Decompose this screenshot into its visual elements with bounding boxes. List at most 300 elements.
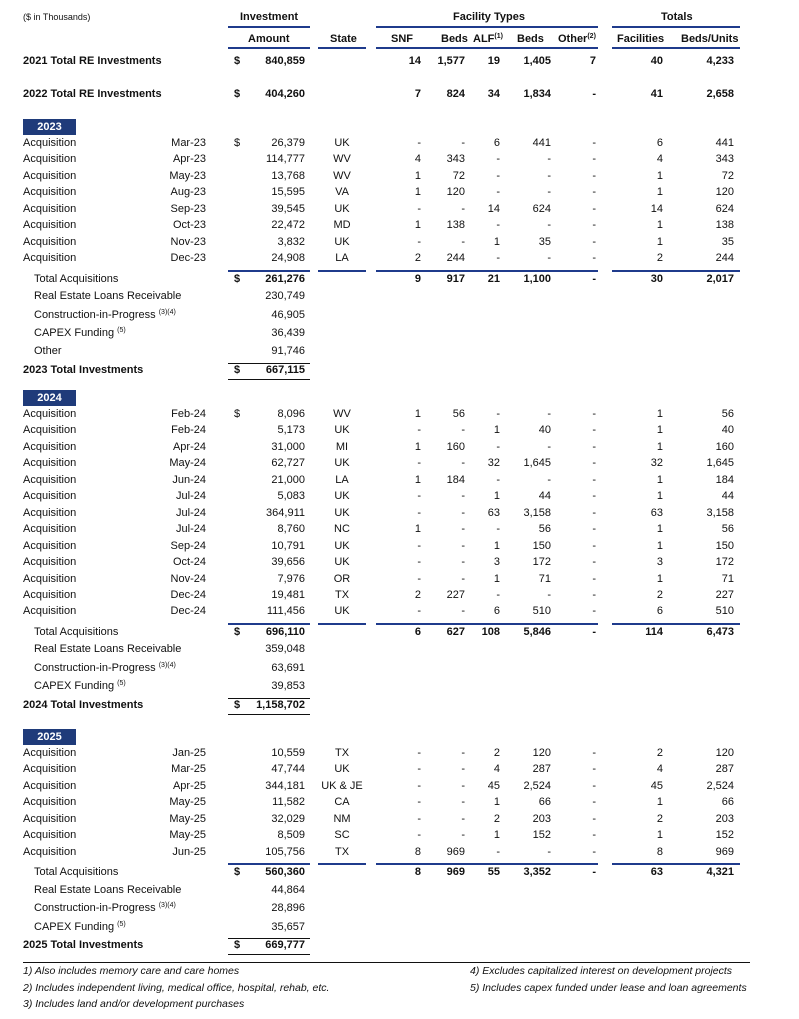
alf-beds: 150 — [532, 539, 551, 552]
row-amount: 21,000 — [271, 473, 305, 486]
total-acquisitions-label: Total Acquisitions — [34, 272, 119, 285]
snf-count: 7 — [414, 88, 421, 100]
row-label: Acquisition — [23, 473, 77, 486]
row-label: Acquisition — [23, 219, 77, 232]
facility-subheader-rule — [376, 47, 598, 49]
row-state: TX — [334, 845, 350, 858]
total-facilities: 6 — [656, 137, 663, 149]
total-beds-units: 3,158 — [706, 506, 734, 519]
row-state: UK — [334, 605, 350, 618]
alf-beds: 120 — [532, 747, 551, 759]
total-beds-units: 510 — [715, 605, 734, 618]
total-facilities: 30 — [650, 272, 663, 285]
alf-beds: 510 — [532, 605, 551, 618]
alf-beds: 1,645 — [523, 457, 551, 470]
alf-header: ALF$^{(1)}$ — [473, 33, 503, 45]
snf-count: 6 — [414, 625, 421, 638]
amount-subtotal-rule — [228, 623, 310, 625]
total-facilities: 1 — [656, 539, 663, 552]
row-state: NC — [334, 523, 350, 536]
snf-count: 1 — [414, 523, 421, 536]
alf-count: 1 — [493, 490, 500, 503]
alf-count: 55 — [487, 866, 500, 879]
row-label: Acquisition — [23, 490, 77, 503]
state-subtotal-rule — [318, 623, 366, 625]
grand-total-underline-1 — [228, 379, 310, 380]
extra-label: Other — [34, 345, 62, 358]
row-amount: 10,791 — [271, 539, 305, 552]
total-beds-units: 203 — [715, 812, 734, 825]
dollar-sign: $ — [234, 625, 241, 638]
summary-amount: 840,859 — [265, 55, 305, 67]
alf-count: 1 — [493, 829, 500, 842]
total-beds-units: 72 — [721, 169, 734, 182]
row-state: VA — [335, 186, 349, 199]
total-beds-units: 6,473 — [706, 625, 734, 638]
other-count: - — [592, 153, 596, 166]
total-beds-units: 184 — [715, 473, 734, 486]
row-state: UK — [334, 235, 350, 248]
total-facilities: 41 — [650, 88, 663, 100]
total-beds-units: 172 — [715, 556, 734, 569]
total-beds-units: 969 — [715, 845, 734, 858]
snf-count: - — [417, 779, 421, 792]
row-state: LA — [335, 473, 349, 486]
extra-amount: 91,746 — [271, 345, 305, 358]
amount-header-rule — [228, 47, 310, 49]
alf-count: 108 — [481, 625, 500, 638]
row-label: Acquisition — [23, 812, 77, 825]
alf-count: - — [496, 588, 500, 601]
other-count: - — [592, 408, 596, 420]
other-count: - — [592, 252, 596, 265]
other-count: - — [592, 272, 596, 285]
total-facilities: 1 — [656, 572, 663, 585]
alf-beds: 172 — [532, 556, 551, 569]
total-facilities: 14 — [650, 202, 663, 215]
row-date: Jan-25 — [172, 747, 206, 759]
row-state: UK — [334, 137, 350, 149]
extra-label: Real Estate Loans Receivable — [34, 883, 182, 896]
investment-header-rule — [228, 26, 310, 28]
row-label: Acquisition — [23, 845, 77, 858]
snf-count: 1 — [414, 473, 421, 486]
alf-beds: - — [547, 845, 551, 858]
snf-count: 1 — [414, 219, 421, 232]
other-count: - — [592, 186, 596, 199]
total-beds-units: 56 — [721, 523, 734, 536]
row-label: Acquisition — [23, 169, 77, 182]
other-count: - — [592, 88, 596, 100]
total-facilities: 45 — [650, 779, 663, 792]
row-state: UK & JE — [321, 779, 363, 792]
other-count: - — [592, 457, 596, 470]
row-date: May-25 — [169, 796, 206, 809]
extra-label: Real Estate Loans Receivable — [34, 643, 182, 656]
other-count: - — [592, 866, 596, 879]
total-facilities: 1 — [656, 219, 663, 232]
row-date: Oct-24 — [172, 556, 206, 569]
row-amount: 111,456 — [266, 605, 305, 618]
alf-count: 1 — [493, 235, 500, 248]
row-date: Jul-24 — [176, 523, 206, 536]
total-facilities: 6 — [656, 605, 663, 618]
summary-amount: 404,260 — [265, 88, 305, 100]
total-beds-units: 40 — [721, 424, 734, 437]
row-amount: 32,029 — [271, 812, 305, 825]
beds-header-alf: Beds — [517, 33, 544, 45]
extra-label: Construction-in-Progress $^{(3)(4)}$ — [34, 308, 176, 321]
alf-count: - — [496, 219, 500, 232]
alf-beds: - — [547, 219, 551, 232]
row-label: Acquisition — [23, 457, 77, 470]
total-beds-units: 287 — [715, 763, 734, 776]
row-label: Acquisition — [23, 408, 77, 420]
alf-beds: - — [547, 186, 551, 199]
extra-label: CAPEX Funding $^{(5)}$ — [34, 680, 126, 693]
extra-amount: 39,853 — [271, 680, 305, 693]
total-beds-units: 2,524 — [706, 779, 734, 792]
total-beds-units: 152 — [715, 829, 734, 842]
snf-beds: - — [461, 235, 465, 248]
snf-count: - — [417, 539, 421, 552]
total-facilities: 3 — [656, 556, 663, 569]
other-count: - — [592, 169, 596, 182]
total-facilities: 1 — [656, 440, 663, 453]
row-amount: 22,472 — [271, 219, 305, 232]
extra-amount: 36,439 — [271, 326, 305, 339]
alf-beds: - — [547, 252, 551, 265]
dollar-sign: $ — [234, 55, 241, 67]
snf-count: 1 — [414, 440, 421, 453]
dollar-sign: $ — [234, 408, 241, 420]
amount-header: Amount — [248, 33, 290, 45]
snf-beds: 184 — [446, 473, 465, 486]
facility-subtotal-rule — [376, 863, 598, 865]
amount-subtotal-rule — [228, 270, 310, 272]
alf-count: 2 — [493, 747, 500, 759]
row-date: Feb-24 — [171, 408, 206, 420]
other-count: - — [592, 473, 596, 486]
total-facilities: 1 — [656, 829, 663, 842]
row-label: Acquisition — [23, 763, 77, 776]
investment-header: Investment — [240, 11, 299, 23]
beds-units-header: Beds/Units — [681, 33, 739, 45]
snf-count: - — [417, 572, 421, 585]
total-facilities: 63 — [650, 866, 663, 879]
summary-label: 2021 Total RE Investments — [23, 55, 162, 67]
alf-count: 1 — [493, 539, 500, 552]
alf-count: 1 — [493, 424, 500, 437]
row-state: WV — [333, 169, 351, 182]
snf-count: 1 — [414, 169, 421, 182]
snf-count: - — [417, 235, 421, 248]
row-state: SC — [334, 829, 350, 842]
snf-beds: - — [461, 490, 465, 503]
total-beds-units: 35 — [721, 235, 734, 248]
other-count: - — [592, 440, 596, 453]
state-subtotal-rule — [318, 863, 366, 865]
alf-beds: 3,352 — [523, 866, 551, 879]
alf-count: - — [496, 169, 500, 182]
snf-count: - — [417, 457, 421, 470]
alf-beds: 40 — [538, 424, 551, 437]
total-facilities: 40 — [650, 55, 663, 67]
other-count: - — [592, 137, 596, 149]
dollar-sign: $ — [234, 938, 241, 951]
row-date: Jul-24 — [176, 506, 206, 519]
totals-header: Totals — [661, 11, 693, 23]
row-state: MI — [335, 440, 349, 453]
total-facilities: 2 — [656, 747, 663, 759]
row-amount: 13,768 — [271, 169, 305, 182]
snf-count: 8 — [414, 845, 421, 858]
alf-count: - — [496, 252, 500, 265]
extra-label: CAPEX Funding $^{(5)}$ — [34, 326, 126, 339]
row-label: Acquisition — [23, 605, 77, 618]
row-amount: 5,173 — [277, 424, 305, 437]
row-amount: 47,744 — [271, 763, 305, 776]
total-facilities: 1 — [656, 796, 663, 809]
alf-beds: - — [547, 153, 551, 166]
extra-label: Construction-in-Progress $^{(3)(4)}$ — [34, 902, 176, 915]
row-amount: 5,083 — [277, 490, 305, 503]
row-date: Mar-25 — [171, 763, 206, 776]
footnote-5: 5) Includes capex funded under lease and loan agreements — [470, 982, 747, 994]
state-header-rule — [318, 47, 366, 49]
snf-beds: 72 — [452, 169, 465, 182]
alf-beds: 66 — [538, 796, 551, 809]
row-state: UK — [334, 202, 350, 215]
row-label: Acquisition — [23, 829, 77, 842]
alf-beds: 1,100 — [523, 272, 551, 285]
row-state: UK — [334, 490, 350, 503]
alf-count: 19 — [487, 55, 500, 67]
alf-count: 6 — [493, 137, 500, 149]
alf-beds: 35 — [538, 235, 551, 248]
snf-beds: - — [461, 747, 465, 759]
units-note: ($ in Thousands) — [23, 12, 91, 22]
row-label: Acquisition — [23, 796, 77, 809]
row-state: CA — [334, 796, 350, 809]
row-date: Jul-24 — [176, 490, 206, 503]
total-facilities: 114 — [645, 625, 663, 638]
row-state: UK — [334, 457, 350, 470]
snf-count: - — [417, 137, 421, 149]
footnote-rule — [23, 962, 750, 963]
year-header-2025: 2025 — [23, 729, 76, 745]
alf-beds: 56 — [538, 523, 551, 536]
extra-label: Real Estate Loans Receivable — [34, 290, 182, 303]
total-acquisitions-label: Total Acquisitions — [34, 625, 119, 638]
alf-beds: - — [547, 473, 551, 486]
grand-total-underline-1 — [228, 954, 310, 955]
grand-total-amount: 669,777 — [265, 938, 305, 951]
row-date: Oct-23 — [172, 219, 206, 232]
snf-beds: 969 — [446, 845, 465, 858]
alf-beds: 1,405 — [523, 55, 551, 67]
row-amount: 344,181 — [265, 779, 305, 792]
row-date: Jun-25 — [172, 845, 206, 858]
row-date: Apr-23 — [172, 153, 206, 166]
other-count: - — [592, 625, 596, 638]
year-header-2023: 2023 — [23, 119, 76, 135]
total-facilities: 1 — [656, 169, 663, 182]
total-facilities: 1 — [656, 473, 663, 486]
other-count: - — [592, 523, 596, 536]
totals-subheader-rule — [612, 47, 740, 49]
snf-beds: - — [461, 572, 465, 585]
row-label: Acquisition — [23, 235, 77, 248]
snf-beds: 120 — [446, 186, 465, 199]
alf-count: 3 — [493, 556, 500, 569]
snf-beds: - — [461, 556, 465, 569]
other-count: - — [592, 424, 596, 437]
snf-beds: - — [461, 506, 465, 519]
extra-amount: 28,896 — [271, 902, 305, 915]
snf-count: - — [417, 424, 421, 437]
row-date: Feb-24 — [171, 424, 206, 437]
row-amount: 11,582 — [272, 796, 305, 809]
dollar-sign: $ — [234, 137, 241, 149]
grand-total-label: 2023 Total Investments — [23, 363, 144, 376]
row-state: TX — [334, 747, 350, 759]
other-count: - — [592, 779, 596, 792]
total-beds-units: 2,017 — [706, 272, 734, 285]
total-beds-units: 150 — [715, 539, 734, 552]
row-date: Mar-23 — [171, 137, 206, 149]
alf-beds: 152 — [532, 829, 551, 842]
alf-count: - — [496, 408, 500, 420]
alf-count: - — [496, 845, 500, 858]
row-label: Acquisition — [23, 202, 77, 215]
snf-beds: - — [461, 137, 465, 149]
other-count: - — [592, 556, 596, 569]
other-count: - — [592, 812, 596, 825]
alf-count: 45 — [487, 779, 500, 792]
snf-beds: - — [461, 763, 465, 776]
alf-beds: 5,846 — [523, 625, 551, 638]
other-count: - — [592, 490, 596, 503]
row-amount: 24,908 — [271, 252, 305, 265]
row-amount: 8,509 — [277, 829, 305, 842]
alf-beds: 203 — [532, 812, 551, 825]
row-state: UK — [334, 506, 350, 519]
snf-count: 8 — [414, 866, 421, 879]
total-facilities: 4 — [656, 763, 663, 776]
total-beds-units: 66 — [721, 796, 734, 809]
alf-count: - — [496, 473, 500, 486]
row-amount: 15,595 — [271, 186, 305, 199]
grand-total-amount: 1,158,702 — [256, 698, 305, 711]
row-label: Acquisition — [23, 747, 77, 759]
total-facilities: 1 — [656, 186, 663, 199]
extra-amount: 44,864 — [271, 883, 305, 896]
snf-beds: 1,577 — [437, 55, 465, 67]
row-state: OR — [333, 572, 351, 585]
total-facilities: 2 — [656, 812, 663, 825]
alf-beds: - — [547, 408, 551, 420]
row-amount: 114,777 — [266, 153, 305, 166]
snf-beds: - — [461, 457, 465, 470]
total-beds-units: 160 — [715, 440, 734, 453]
snf-beds: 160 — [446, 440, 465, 453]
snf-count: - — [417, 506, 421, 519]
total-beds-units: 227 — [715, 588, 734, 601]
snf-beds: - — [461, 539, 465, 552]
other-count: - — [592, 796, 596, 809]
row-date: May-25 — [169, 829, 206, 842]
row-label: Acquisition — [23, 572, 77, 585]
row-date: Jun-24 — [172, 473, 206, 486]
alf-beds: 441 — [532, 137, 551, 149]
row-amount: 3,832 — [277, 235, 305, 248]
row-date: Nov-24 — [170, 572, 206, 585]
snf-beds: - — [461, 605, 465, 618]
total-beds-units: 1,645 — [706, 457, 734, 470]
row-label: Acquisition — [23, 153, 77, 166]
totals-header-rule — [612, 26, 740, 28]
alf-count: - — [496, 440, 500, 453]
row-state: UK — [334, 424, 350, 437]
total-facilities: 63 — [650, 506, 663, 519]
row-state: WV — [333, 153, 351, 166]
row-amount: 364,911 — [266, 506, 305, 519]
snf-beds: - — [461, 812, 465, 825]
row-date: May-23 — [169, 169, 206, 182]
total-beds-units: 244 — [715, 252, 734, 265]
row-state: UK — [334, 556, 350, 569]
row-state: WV — [333, 408, 351, 420]
facility-subtotal-rule — [376, 623, 598, 625]
row-state: UK — [334, 763, 350, 776]
alf-count: 4 — [493, 763, 500, 776]
snf-count: - — [417, 556, 421, 569]
dollar-sign: $ — [234, 866, 241, 879]
total-acquisitions-label: Total Acquisitions — [34, 866, 119, 879]
snf-count: 9 — [414, 272, 421, 285]
total-beds-units: 120 — [715, 747, 734, 759]
row-date: Sep-24 — [170, 539, 206, 552]
snf-beds: - — [461, 829, 465, 842]
other-count: - — [592, 747, 596, 759]
total-beds-units: 120 — [715, 186, 734, 199]
facility-header-rule — [376, 26, 598, 28]
extra-amount: 230,749 — [265, 290, 305, 303]
alf-count: 2 — [493, 812, 500, 825]
totals-subtotal-rule — [612, 270, 740, 272]
total-beds-units: 2,658 — [706, 88, 734, 100]
alf-count: 32 — [487, 457, 500, 470]
dollar-sign: $ — [234, 272, 241, 285]
summary-label: 2022 Total RE Investments — [23, 88, 162, 100]
snf-count: - — [417, 796, 421, 809]
snf-count: 1 — [414, 408, 421, 420]
totals-subtotal-rule — [612, 623, 740, 625]
total-facilities: 32 — [650, 457, 663, 470]
row-label: Acquisition — [23, 779, 77, 792]
state-header: State — [330, 33, 357, 45]
extra-label: Construction-in-Progress $^{(3)(4)}$ — [34, 661, 176, 674]
row-date: Dec-23 — [170, 252, 206, 265]
grand-total-underline-1 — [228, 714, 310, 715]
alf-count: 1 — [493, 796, 500, 809]
alf-count: 14 — [487, 202, 500, 215]
facility-subtotal-rule — [376, 270, 598, 272]
row-label: Acquisition — [23, 588, 77, 601]
alf-count: 21 — [487, 272, 500, 285]
amount-subtotal-rule — [228, 863, 310, 865]
